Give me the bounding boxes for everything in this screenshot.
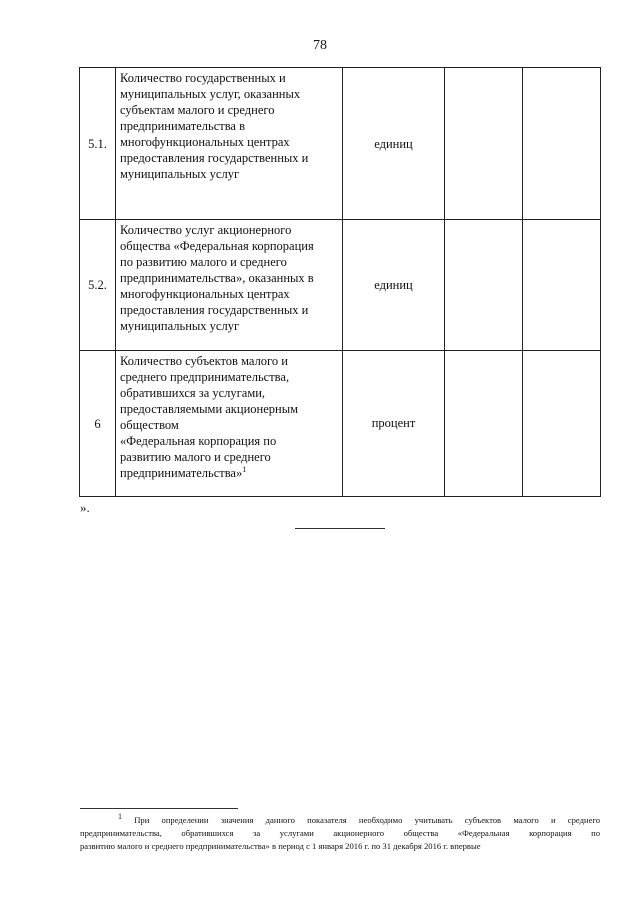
indicator-name-line: субъектам малого и среднего xyxy=(120,103,275,117)
table-row xyxy=(80,68,601,220)
indicator-name-line: среднего предпринимательства, xyxy=(120,370,290,384)
value-cell xyxy=(445,220,523,351)
table-row xyxy=(80,220,601,351)
indicator-name-line: предпринимательства», оказанных в xyxy=(120,271,314,285)
indicator-name-line: Количество государственных и xyxy=(120,71,286,85)
indicator-name-line: предоставления государственных и xyxy=(120,151,309,165)
row-number: 5.2. xyxy=(80,220,116,351)
page-number: 78 xyxy=(313,38,327,53)
table-row xyxy=(80,351,601,497)
indicator-name xyxy=(116,68,343,220)
footnote-marker: 1 xyxy=(118,812,122,822)
indicator-name-line: развитию малого и среднего xyxy=(120,450,271,464)
value-cell xyxy=(523,351,601,497)
value-cell xyxy=(445,68,523,220)
row-number: 5.1. xyxy=(80,68,116,220)
indicator-name-line: «Федеральная корпорация по xyxy=(120,434,277,448)
indicator-name-line xyxy=(120,465,338,481)
value-cell xyxy=(523,68,601,220)
indicator-name-line: Количество услуг акционерного xyxy=(120,223,292,237)
footnote-line: предпринимательства, обратившихся за услугами акционерного общества «Федеральная корпорация по xyxy=(80,828,600,838)
footnote-line: развитию малого и среднего предпринимательства» в период с 1 января 2016 г. по 31 декабря 2016 г. впервые xyxy=(80,841,481,851)
unit-of-measure: единиц xyxy=(343,68,445,220)
indicator-name-line: общества «Федеральная корпорация xyxy=(120,239,314,253)
closing-quote: ». xyxy=(80,500,90,515)
value-cell xyxy=(445,351,523,497)
indicator-name-line-text: предпринимательства» xyxy=(120,466,243,480)
footnote-line xyxy=(80,814,600,827)
indicator-name-line: многофункциональных центрах xyxy=(120,135,290,149)
footnote-rule xyxy=(80,808,238,809)
indicator-name-line: предоставления государственных и xyxy=(120,303,309,317)
unit-of-measure: процент xyxy=(343,351,445,497)
unit-of-measure: единиц xyxy=(343,220,445,351)
indicator-name xyxy=(116,220,343,351)
value-cell xyxy=(523,220,601,351)
indicators-table xyxy=(79,67,601,497)
separator-line xyxy=(295,528,385,529)
indicator-name-line: муниципальных услуг xyxy=(120,319,240,333)
indicator-name-line: Количество субъектов малого и xyxy=(120,354,288,368)
indicator-name-line: предоставляемыми акционерным xyxy=(120,402,298,416)
indicator-name-line: предпринимательства в xyxy=(120,119,246,133)
footnote-text: При определении значения данного показателя необходимо учитывать субъектов малого и среднего xyxy=(134,815,600,825)
indicator-name-line: муниципальных услуг, оказанных xyxy=(120,87,301,101)
indicator-name xyxy=(116,351,343,497)
indicator-name-line: по развитию малого и среднего xyxy=(120,255,287,269)
indicator-name-line: муниципальных услуг xyxy=(120,167,240,181)
row-number: 6 xyxy=(80,351,116,497)
indicator-name-line: многофункциональных центрах xyxy=(120,287,290,301)
footnote-reference: 1 xyxy=(242,464,247,474)
indicator-name-line: обществом xyxy=(120,418,179,432)
footnote xyxy=(80,814,600,853)
indicator-name-line: обратившихся за услугами, xyxy=(120,386,266,400)
